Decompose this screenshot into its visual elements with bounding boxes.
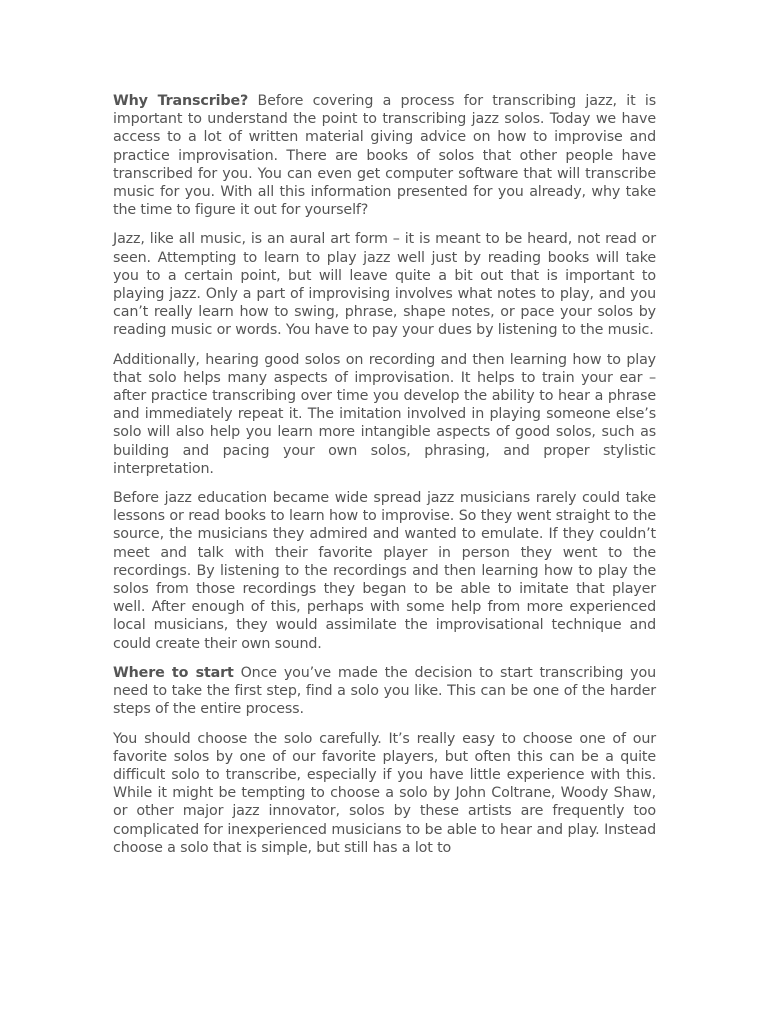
document-page bbox=[113, 92, 656, 868]
paragraph-aural-art bbox=[113, 230, 656, 339]
paragraph-additionally bbox=[113, 351, 656, 478]
paragraph-text: Jazz, like all music, is an aural art form – it is meant to be heard, not read or seen. Attempting to learn to play jazz well just by reading books will take you to a certain point, but will leave quite a bit out that is important to playing jazz. Only a part of improvising involves what notes to play, and you can’t really learn how to swing, phrase, shape notes, or pace your solos by reading music or words. You have to pay your dues by listening to the music. bbox=[113, 231, 656, 339]
paragraph-where-to-start bbox=[113, 664, 656, 719]
paragraph-choose-solo bbox=[113, 730, 656, 857]
paragraph-text: You should choose the solo carefully. It’s really easy to choose one of our favorite solos by one of our favorite players, but often this can be a quite difficult solo to transcribe, especially if you have little experience with this. While it might be tempting to choose a solo by John Coltrane, Woody Shaw, or other major jazz innovator, solos by these artists are frequently too complicated for inexperienced musicians to be able to hear and play. Instead choose a solo that is simple, but still has a lot to bbox=[113, 730, 656, 856]
paragraph-why-transcribe bbox=[113, 92, 656, 219]
section-heading-where-to-start: Where to start bbox=[113, 664, 234, 681]
section-heading-why-transcribe: Why Transcribe? bbox=[113, 93, 249, 109]
paragraph-text: Before jazz education became wide spread jazz musicians rarely could take lessons or read books to learn how to improvise. So they went straight to the source, the musicians they admired and wanted to emulate. If they couldn’t meet and talk with their favorite player in person they went to the recordings. By listening to the recordings and then learning how to play the solos from those recordings they began to be able to imitate that player well. After enough of this, perhaps with some help from more experienced local musicians, they would assimilate the improvisational technique and could create their own sound. bbox=[113, 490, 656, 652]
paragraph-text: Before covering a process for transcribing jazz, it is important to understand the point to transcribing jazz solos. Today we have access to a lot of written material giving advice on how to improvise and practice improvisation. There are books of solos that other people have transcribed for you. You can even get computer software that will transcribe music for you. With all this information presented for you already, why take the time to figure it out for yourself? bbox=[113, 93, 656, 219]
paragraph-jazz-education bbox=[113, 489, 656, 653]
paragraph-text: Once you’ve made the decision to start transcribing you need to take the first step, find a solo you like. This can be one of the harder steps of the entire process. bbox=[113, 664, 656, 718]
paragraph-text: Additionally, hearing good solos on recording and then learning how to play that solo helps many aspects of improvisation. It helps to train your ear – after practice transcribing over time you develop the ability to hear a phrase and immediately repeat it. The imitation involved in playing someone else’s solo will also help you learn more intangible aspects of good solos, such as building and pacing your own solos, phrasing, and proper stylistic interpretation. bbox=[113, 351, 656, 477]
